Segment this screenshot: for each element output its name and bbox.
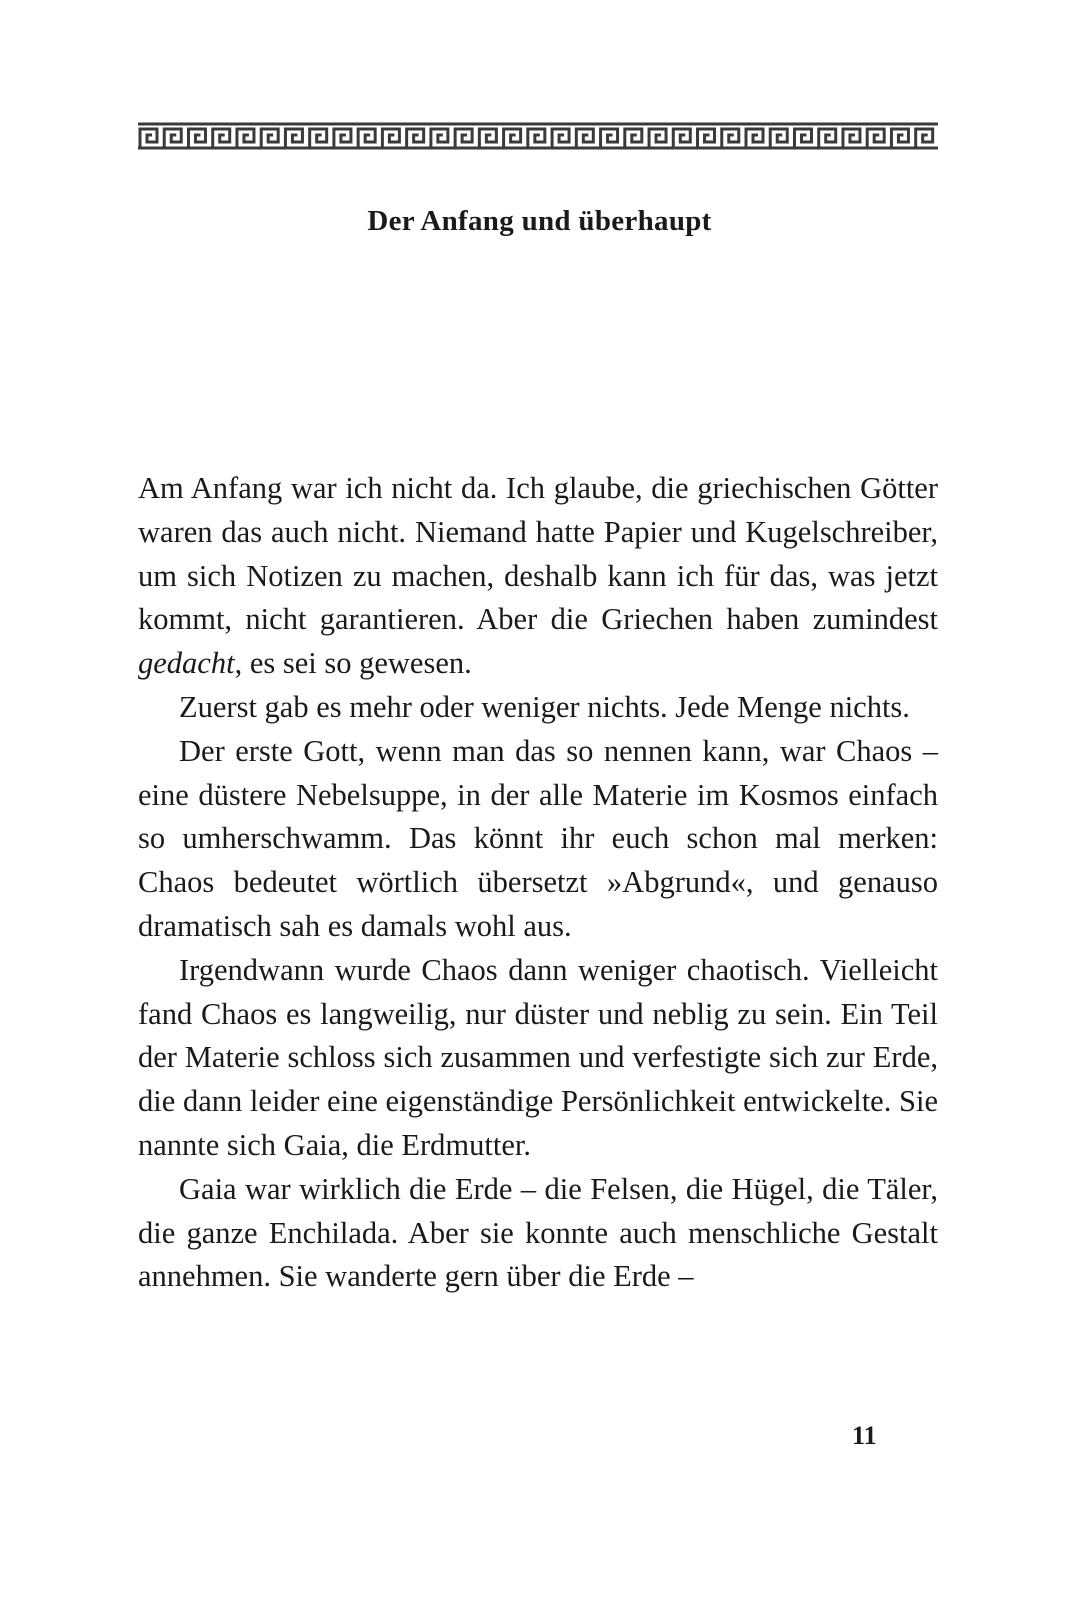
body-text [138,467,938,1299]
paragraph-1 [138,467,938,686]
paragraph-3: Der erste Gott, wenn man das so nennen kann, war Chaos – eine düstere Nebelsuppe, in der alle Materie im Kosmos einfach so umherschwamm. Das könnt ihr euch schon mal merken: Chaos bedeutet wörtlich übersetzt »Abgrund«, und genauso dramatisch sah es damals wohl aus. [138,733,938,943]
paragraph-5: Gaia war wirklich die Erde – die Felsen, die Hügel, die Täler, die ganze Enchilada. Aber sie konnte auch menschliche Gestalt annehmen. Sie wanderte gern über die Erde – [138,1171,938,1294]
greek-key-border [138,122,938,150]
page-number: 11 [852,1421,877,1450]
paragraph-1-text-end: , es sei so gewesen. [234,646,472,681]
paragraph-1-emphasis: gedacht [138,646,235,681]
paragraph-4: Irgendwann wurde Chaos dann weniger chaotisch. Vielleicht fand Chaos es langweilig, nur düster und neblig zu sein. Ein Teil der Materie schloss sich zusammen und verfestigte sich zur Erde, die dann leider eine eigenständige Persönlichkeit entwickelte. Sie nannte sich Gaia, die Erdmutter. [138,952,938,1162]
paragraph-1-text-start: Am Anfang war ich nicht da. Ich glaube, die griechischen Götter waren das auch nicht. Niemand hatte Papier und Kugelschreiber, um sich Notizen zu machen, deshalb kann ich für das, was jetzt kommt, nicht garantieren. Aber die Griechen haben zumindest [138,471,938,637]
chapter-title: Der Anfang und überhaupt [367,205,712,237]
paragraph-2: Zuerst gab es mehr oder weniger nichts. Jede Menge nichts. [179,689,910,724]
